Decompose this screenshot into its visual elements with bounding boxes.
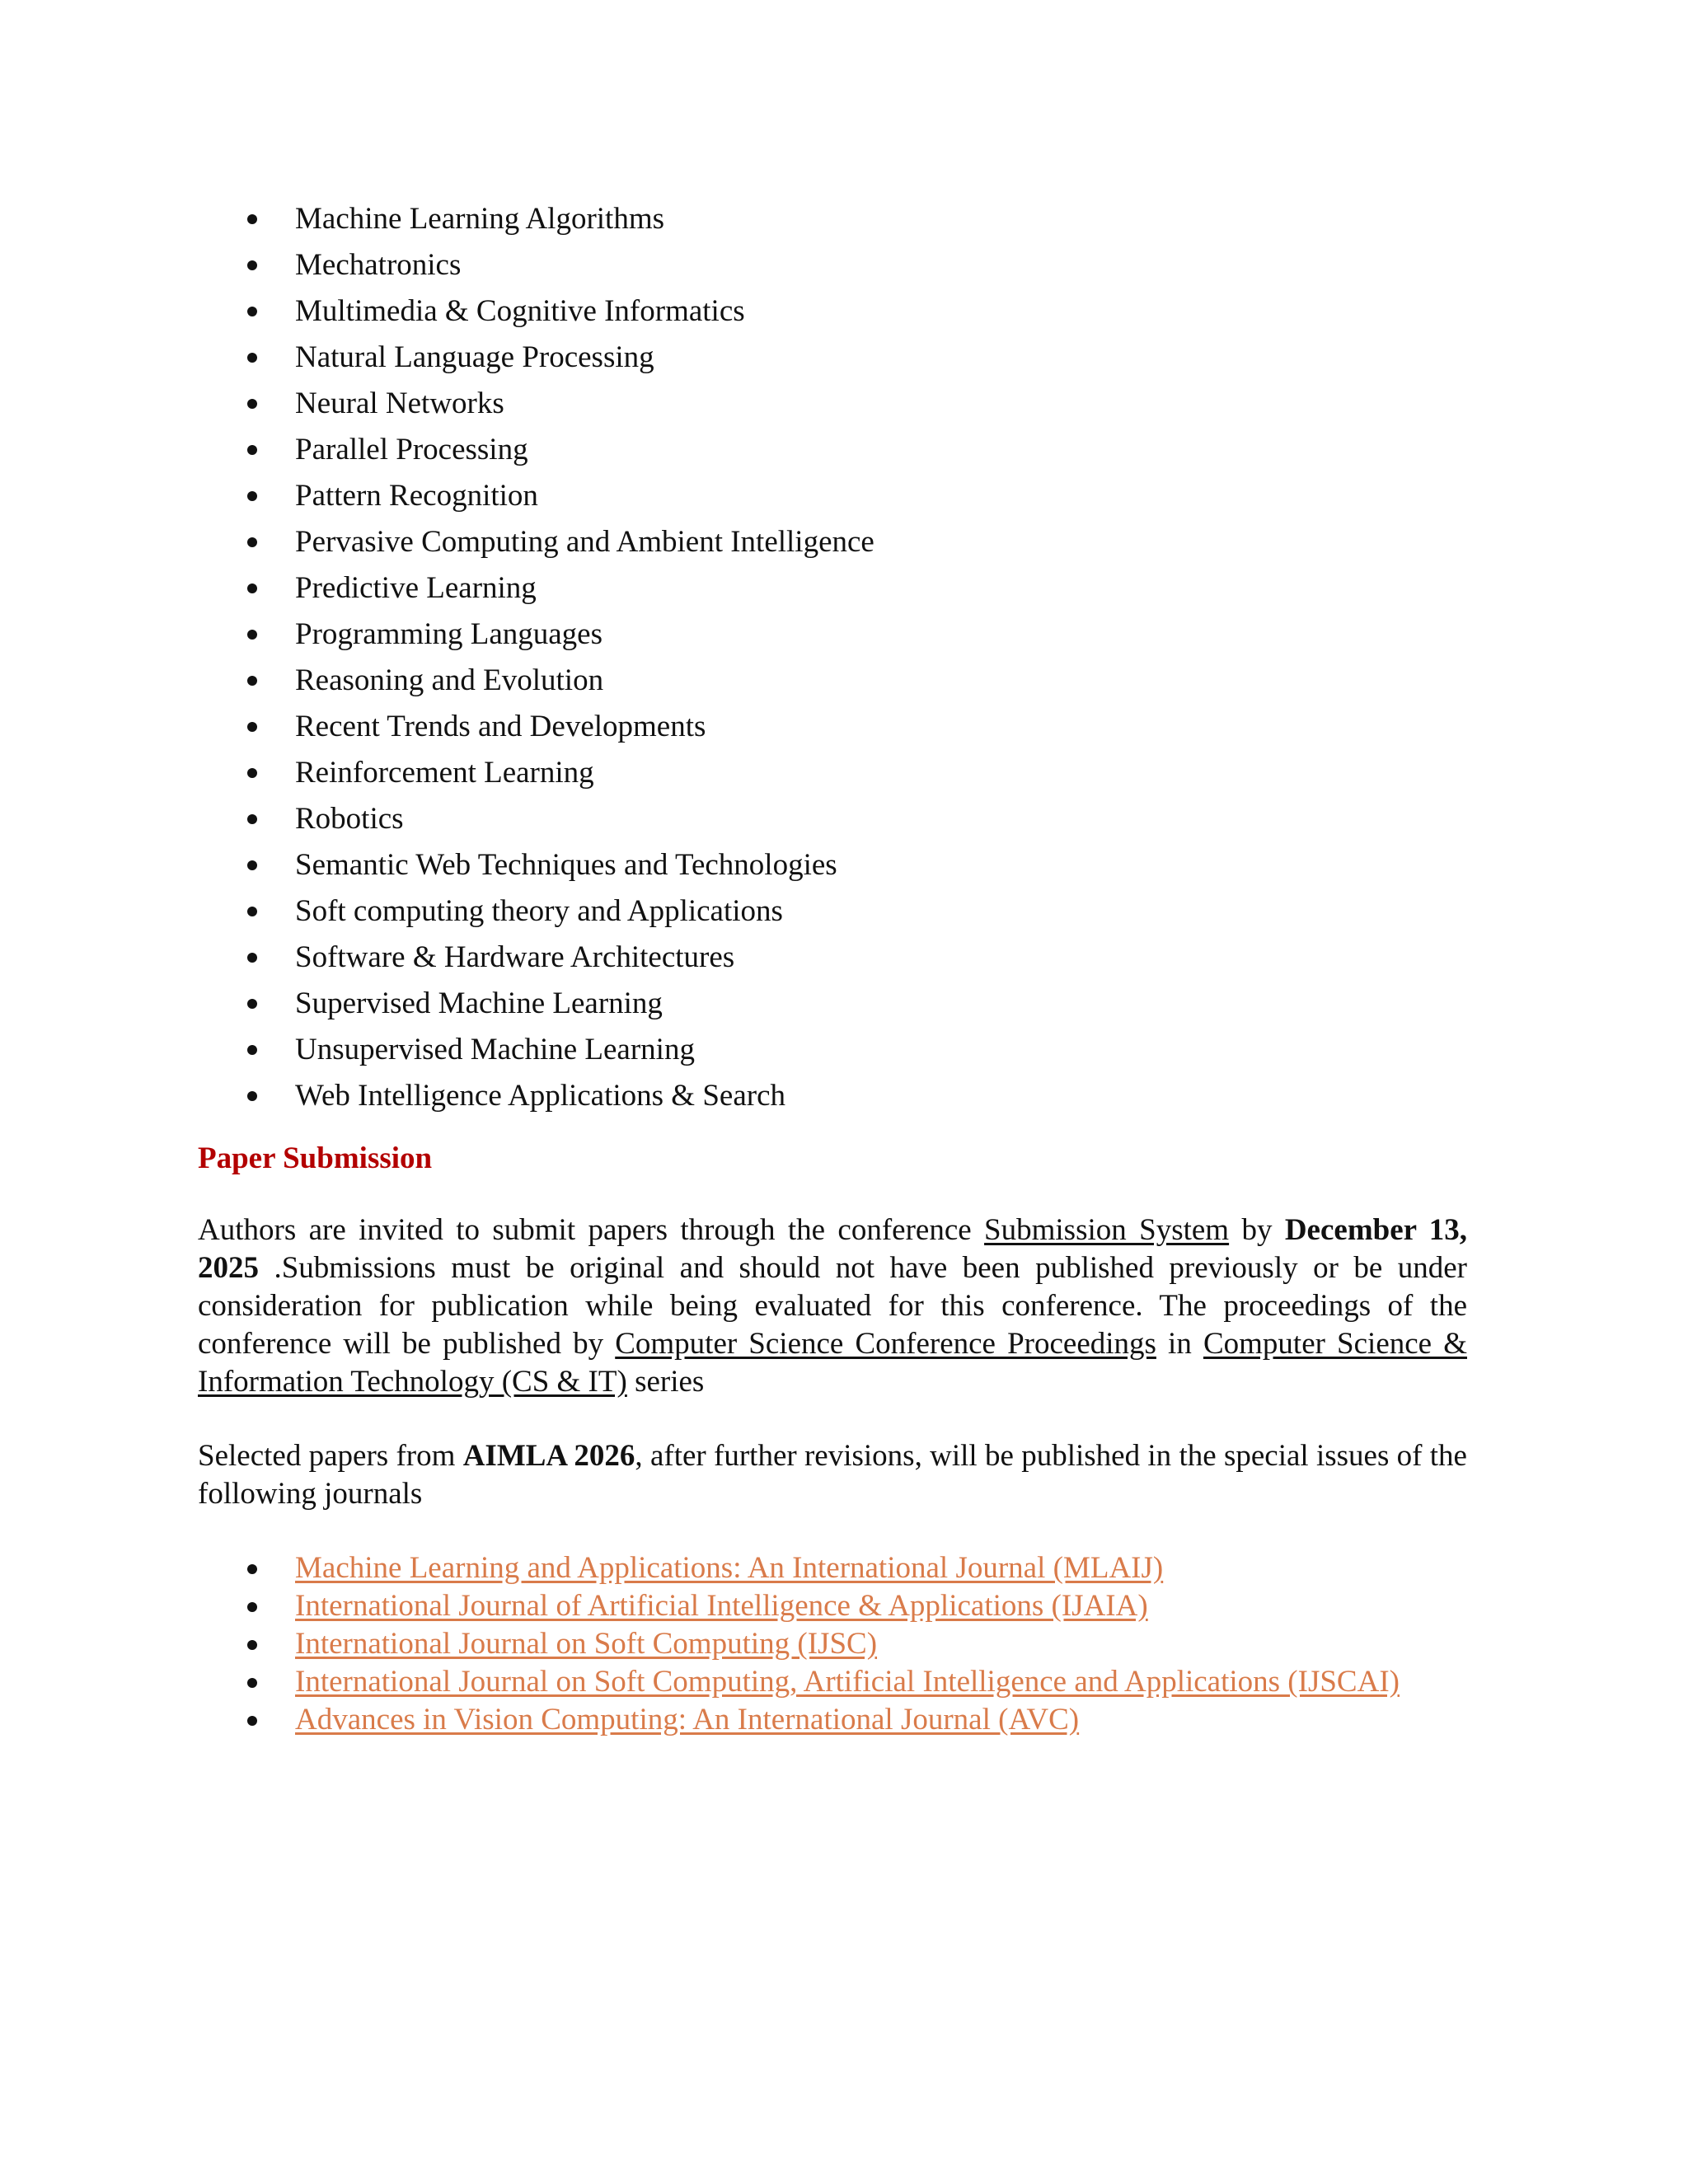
topic-label: Pattern Recognition	[295, 479, 538, 513]
bullet-icon	[247, 260, 257, 270]
selected-papers-text: , after further revisions, will be published in the special issues of the following journals	[198, 1439, 1467, 1511]
journal-item	[198, 1701, 1467, 1739]
journal-link-ijscai[interactable]: International Journal on Soft Computing, Artificial Intelligence and Applications (IJSCAI)	[295, 1665, 1400, 1699]
bullet-icon	[247, 953, 257, 963]
topic-label: Robotics	[295, 802, 404, 836]
bullet-icon	[247, 1564, 257, 1574]
bullet-icon	[247, 1091, 257, 1101]
topic-label: Recent Trends and Developments	[295, 710, 706, 743]
selected-papers-text: Selected papers from	[198, 1439, 463, 1473]
topic-label: Soft computing theory and Applications	[295, 894, 783, 928]
topic-label: Multimedia & Cognitive Informatics	[295, 294, 745, 328]
submission-paragraph	[198, 1212, 1467, 1401]
topic-item	[198, 473, 874, 519]
bullet-icon	[247, 722, 257, 732]
journal-link-ijsc[interactable]: International Journal on Soft Computing (IJSC)	[295, 1627, 878, 1661]
bullet-icon	[247, 999, 257, 1009]
bullet-icon	[247, 583, 257, 593]
topic-label: Predictive Learning	[295, 571, 537, 605]
topic-label: Natural Language Processing	[295, 340, 654, 374]
bullet-icon	[247, 860, 257, 870]
submission-text: .Submissions must be original and should not have been published previously or be under consideration for publication while being evaluated for this conference. The proceedings of the conference will be published by	[198, 1251, 1467, 1361]
submission-text: by	[1229, 1213, 1285, 1247]
topics-list	[198, 196, 874, 1119]
submission-text: in	[1156, 1327, 1203, 1361]
journal-link-avc[interactable]: Advances in Vision Computing: An International Journal (AVC)	[295, 1703, 1080, 1736]
topic-item	[198, 796, 874, 842]
topic-item	[198, 196, 874, 242]
topic-item	[198, 842, 874, 888]
bullet-icon	[247, 630, 257, 640]
topic-label: Machine Learning Algorithms	[295, 202, 665, 236]
topic-item	[198, 935, 874, 981]
topic-item	[198, 335, 874, 381]
topic-label: Unsupervised Machine Learning	[295, 1033, 695, 1066]
bullet-icon	[247, 1045, 257, 1055]
topic-label: Supervised Machine Learning	[295, 987, 663, 1020]
cs-it-series-link[interactable]: Computer Science & Information Technology (CS & IT)	[198, 1327, 1467, 1399]
journal-link-mlaij[interactable]: Machine Learning and Applications: An International Journal (MLAIJ)	[295, 1551, 1164, 1585]
topic-item	[198, 704, 874, 750]
conference-name: AIMLA 2026	[462, 1439, 635, 1473]
topic-item	[198, 381, 874, 427]
topic-item	[198, 288, 874, 335]
bullet-icon	[247, 1602, 257, 1612]
topic-item	[198, 750, 874, 796]
bullet-icon	[247, 353, 257, 363]
topic-item	[198, 888, 874, 935]
submission-system-link[interactable]: Submission System	[984, 1213, 1230, 1247]
topic-label: Neural Networks	[295, 387, 504, 420]
submission-deadline: December 13, 2025	[198, 1213, 1468, 1285]
bullet-icon	[247, 676, 257, 686]
selected-papers-paragraph	[198, 1437, 1467, 1513]
topic-item	[198, 981, 874, 1027]
topic-label: Web Intelligence Applications & Search	[295, 1079, 785, 1113]
journal-link-ijaia[interactable]: International Journal of Artificial Intelligence & Applications (IJAIA)	[295, 1589, 1148, 1623]
topic-label: Reasoning and Evolution	[295, 663, 604, 697]
journal-item	[198, 1549, 1467, 1587]
topic-label: Parallel Processing	[295, 433, 528, 466]
bullet-icon	[247, 814, 257, 824]
topic-label: Programming Languages	[295, 617, 603, 651]
submission-text: series	[626, 1365, 705, 1399]
topic-item	[198, 1073, 874, 1119]
journals-list	[198, 1549, 1467, 1739]
journal-item	[198, 1587, 1467, 1625]
bullet-icon	[247, 1678, 257, 1688]
submission-text: Authors are invited to submit papers through the conference	[198, 1213, 985, 1247]
topic-item	[198, 519, 874, 565]
topic-item	[198, 1027, 874, 1073]
topic-label: Mechatronics	[295, 248, 462, 282]
journal-item	[198, 1625, 1467, 1663]
topic-label: Semantic Web Techniques and Technologies	[295, 848, 837, 882]
journal-item	[198, 1663, 1467, 1701]
bullet-icon	[247, 214, 257, 224]
bullet-icon	[247, 445, 257, 455]
paper-submission-heading: Paper Submission	[198, 1141, 433, 1175]
bullet-icon	[247, 399, 257, 409]
bullet-icon	[247, 491, 257, 501]
bullet-icon	[247, 537, 257, 547]
bullet-icon	[247, 907, 257, 916]
topic-label: Pervasive Computing and Ambient Intelligence	[295, 525, 874, 559]
topic-item	[198, 427, 874, 473]
bullet-icon	[247, 1640, 257, 1650]
topic-item	[198, 612, 874, 658]
bullet-icon	[247, 307, 257, 316]
topic-item	[198, 565, 874, 612]
topic-label: Software & Hardware Architectures	[295, 940, 735, 974]
topic-label: Reinforcement Learning	[295, 756, 594, 790]
topic-item	[198, 658, 874, 704]
proceedings-link[interactable]: Computer Science Conference Proceedings	[615, 1327, 1156, 1361]
bullet-icon	[247, 768, 257, 778]
bullet-icon	[247, 1716, 257, 1726]
topic-item	[198, 242, 874, 288]
